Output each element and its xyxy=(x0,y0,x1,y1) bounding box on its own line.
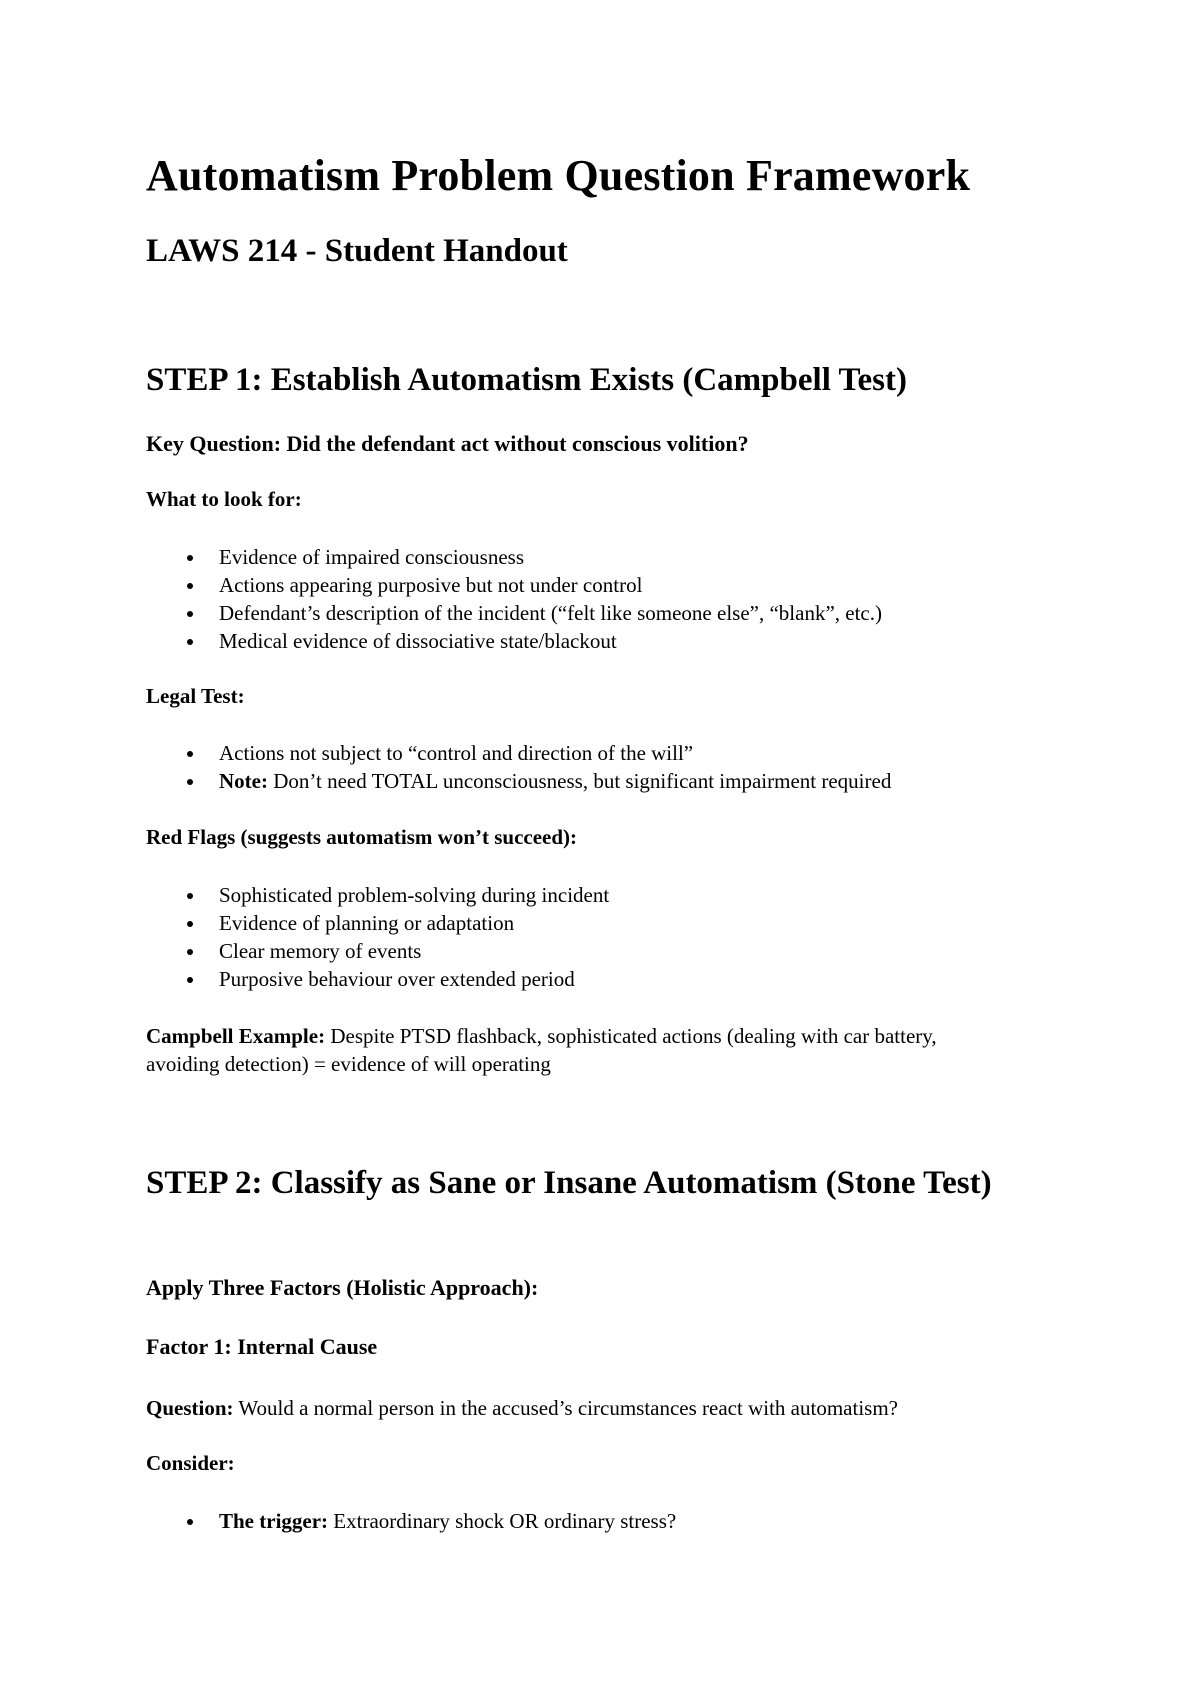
bullet-icon xyxy=(187,611,193,617)
consider-label: Consider: xyxy=(146,1451,235,1475)
red-flags-list xyxy=(146,881,609,993)
bullet-icon xyxy=(187,639,193,645)
step1-key-question: Key Question: Did the defendant act without conscious volition? xyxy=(146,431,749,456)
bullet-icon xyxy=(187,751,193,757)
bullet-icon xyxy=(187,779,193,785)
red-flags-label: Red Flags (suggests automatism won’t succeed): xyxy=(146,825,578,849)
legal-test-label: Legal Test: xyxy=(146,684,245,708)
look-for-list xyxy=(146,543,882,655)
list-item: Defendant’s description of the incident (“felt like someone else”, “blank”, etc.) xyxy=(146,599,882,627)
bullet-icon xyxy=(187,893,193,899)
note-label: Note: xyxy=(219,769,268,793)
question-label: Question: xyxy=(146,1396,234,1420)
legal-test-list xyxy=(146,739,891,795)
step2-heading: STEP 2: Classify as Sane or Insane Automatism (Stone Test) xyxy=(146,1165,992,1201)
bullet-icon xyxy=(187,555,193,561)
trigger-label: The trigger: xyxy=(219,1509,329,1533)
factors-label: Apply Three Factors (Holistic Approach): xyxy=(146,1275,539,1300)
bullet-icon xyxy=(187,1519,193,1525)
bullet-icon xyxy=(187,949,193,955)
step1-heading: STEP 1: Establish Automatism Exists (Campbell Test) xyxy=(146,362,907,398)
list-item: Clear memory of events xyxy=(146,937,609,965)
list-item: Sophisticated problem-solving during incident xyxy=(146,881,609,909)
list-item: Medical evidence of dissociative state/blackout xyxy=(146,627,882,655)
look-for-label: What to look for: xyxy=(146,487,302,511)
bullet-icon xyxy=(187,977,193,983)
list-item: Note: Don’t need TOTAL unconsciousness, but significant impairment required xyxy=(146,767,891,795)
bullet-icon xyxy=(187,583,193,589)
campbell-example: Campbell Example: Despite PTSD flashback, sophisticated actions (dealing with car battery, avoiding detection) = evidence of will operating xyxy=(146,1024,937,1076)
example-label: Campbell Example: xyxy=(146,1024,326,1048)
consider-list xyxy=(146,1507,676,1535)
list-item: Actions not subject to “control and direction of the will” xyxy=(146,739,891,767)
list-item: Evidence of planning or adaptation xyxy=(146,909,609,937)
page-title: Automatism Problem Question Framework xyxy=(146,151,971,200)
list-item: Evidence of impaired consciousness xyxy=(146,543,882,571)
factor1-heading: Factor 1: Internal Cause xyxy=(146,1334,378,1359)
list-item: The trigger: Extraordinary shock OR ordinary stress? xyxy=(146,1507,676,1535)
page-subtitle: LAWS 214 - Student Handout xyxy=(146,233,568,269)
list-item: Purposive behaviour over extended period xyxy=(146,965,609,993)
list-item: Actions appearing purposive but not under control xyxy=(146,571,882,599)
question-line: Question: Would a normal person in the accused’s circumstances react with automatism? xyxy=(146,1396,898,1420)
bullet-icon xyxy=(187,921,193,927)
